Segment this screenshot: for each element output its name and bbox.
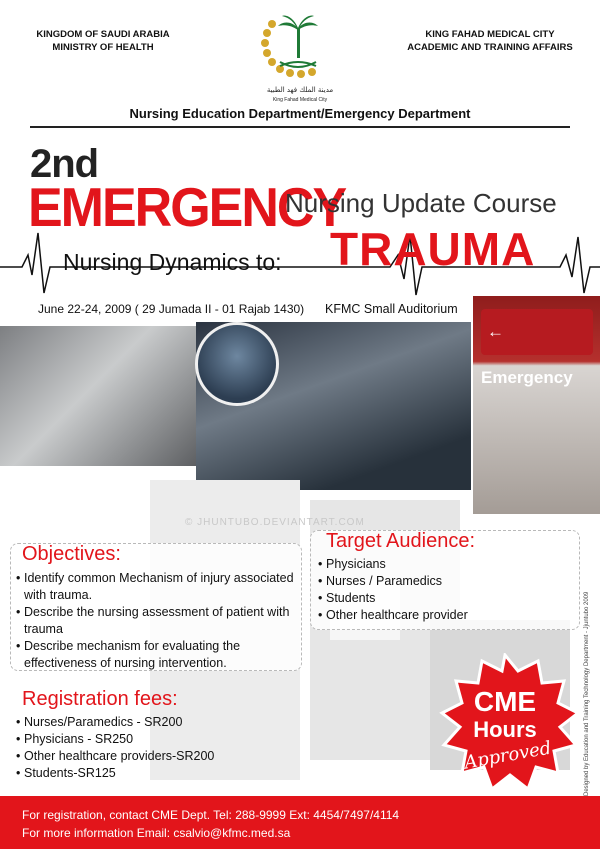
list-item: • Other healthcare providers-SR200	[16, 748, 296, 765]
cme-line-3: Approved	[462, 737, 553, 774]
list-item: • Identify common Mechanism of injury associated with trauma.	[16, 570, 298, 604]
logo-arabic-text: مدينة الملك فهد الطبية	[266, 86, 334, 94]
ministry-line-2: MINISTRY OF HEALTH	[52, 42, 154, 53]
swords-icon	[280, 62, 316, 67]
list-item: • Students-SR125	[16, 765, 296, 782]
kfmc-header	[390, 28, 590, 54]
event-venue: KFMC Small Auditorium	[325, 302, 458, 316]
dynamics-label: Nursing Dynamics to:	[63, 249, 282, 275]
event-date: June 22-24, 2009 ( 29 Jumada II - 01 Rajab 1430)	[38, 302, 305, 316]
list-item: • Students	[318, 590, 568, 607]
emergency-sign	[481, 309, 593, 387]
list-item: • Physicians	[318, 556, 568, 573]
watermark-credit: © JHUNTUBO.DEVIANTART.COM	[185, 517, 365, 528]
photo-trauma-room	[0, 326, 200, 466]
arrow-left-icon: ←	[487, 322, 504, 341]
course-subtitle: Nursing Update Course	[285, 188, 557, 218]
list-item: • Describe mechanism for evaluating the effectiveness of nursing intervention.	[16, 638, 298, 672]
emergency-title: EMERGENCY	[28, 177, 346, 239]
logo-caption-text: King Fahad Medical City	[272, 97, 328, 103]
info-email: For more information Email: csalvio@kfmc.med.sa	[22, 826, 291, 840]
list-item: • Nurses / Paramedics	[318, 573, 568, 590]
registration-heading: Registration fees:	[22, 688, 178, 710]
list-item: • Describe the nursing assessment of patient with trauma	[16, 604, 298, 638]
ministry-line-1: KINGDOM OF SAUDI ARABIA	[36, 29, 170, 40]
trauma-title: TRAUMA	[330, 223, 536, 275]
list-item: • Other healthcare provider	[318, 607, 568, 624]
registration-contact: For registration, contact CME Dept. Tel: 288-9999 Ext: 4454/7497/4114	[22, 808, 400, 822]
photo-paramedics-circle	[195, 322, 279, 406]
department-title: Nursing Education Department/Emergency Department	[129, 106, 471, 121]
cme-line-2: Hours	[473, 717, 537, 742]
cme-line-1: CME	[473, 686, 537, 717]
cme-approved-badge	[420, 653, 590, 793]
objectives-heading: Objectives:	[22, 543, 121, 565]
list-item: • Nurses/Paramedics - SR200	[16, 714, 296, 731]
designer-credit-vertical	[578, 520, 592, 800]
edition-label: 2nd	[30, 142, 99, 186]
kfmc-line-1: KING FAHAD MEDICAL CITY	[425, 29, 555, 40]
ministry-header	[18, 28, 188, 54]
emergency-sign-text: Emergency	[481, 368, 573, 387]
objectives-list	[16, 570, 298, 672]
palm-tree-icon	[278, 16, 318, 59]
header-divider	[30, 126, 570, 128]
list-item: • Physicians - SR250	[16, 731, 296, 748]
target-audience-list	[318, 556, 568, 624]
kfmc-logo	[240, 6, 360, 106]
kfmc-line-2: ACADEMIC AND TRAINING AFFAIRS	[407, 42, 573, 53]
footer-bar	[0, 796, 600, 849]
target-audience-heading: Target Audience:	[326, 530, 475, 552]
registration-fees-list	[16, 714, 296, 782]
designer-credit-text: Designed by Education and Training Technology Department - Jjuntubo 2009	[584, 591, 590, 796]
